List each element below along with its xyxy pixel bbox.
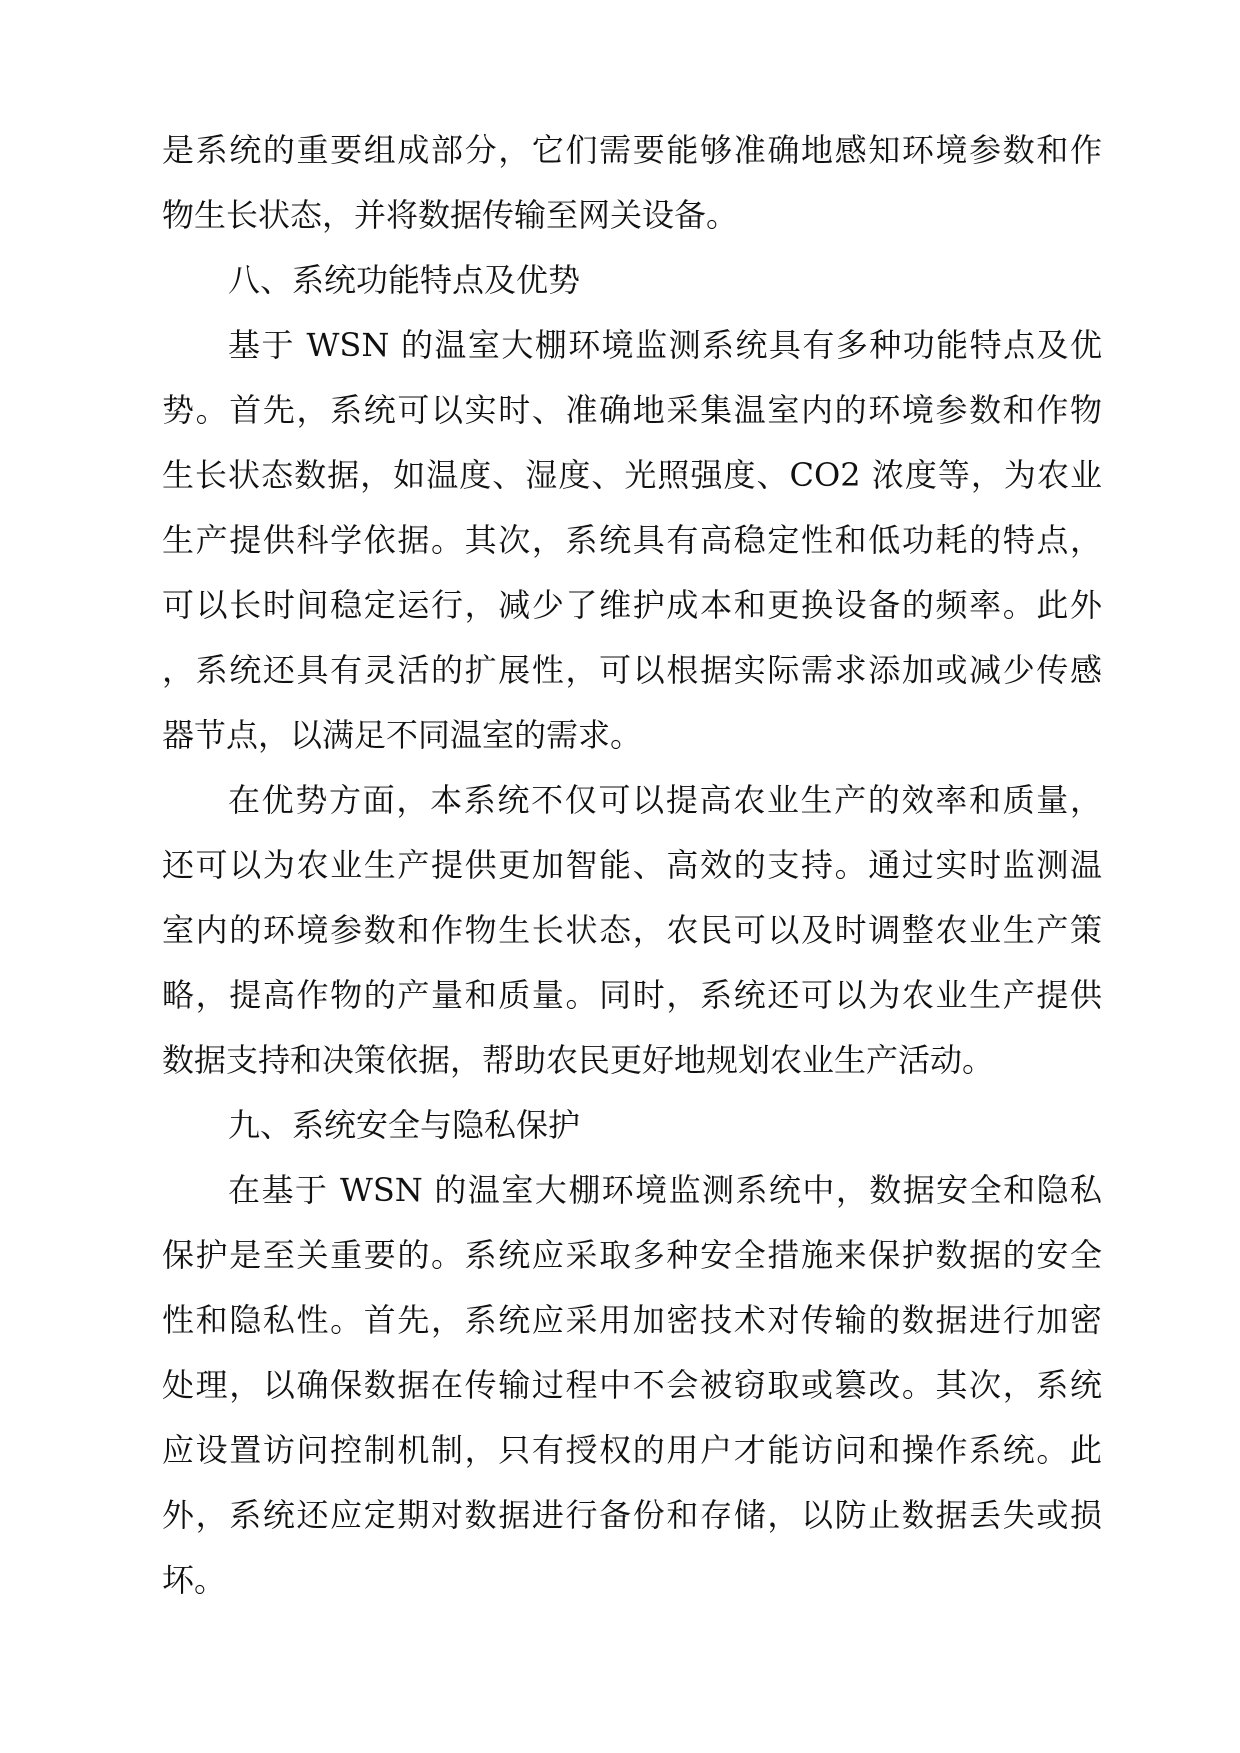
section-heading-9 <box>162 1093 1102 1158</box>
text-line: 器节点，以满足不同温室的需求。 <box>162 716 643 754</box>
text-line: 是系统的重要组成部分，它们需要能够准确地感知环境参数和作 <box>162 131 1102 169</box>
text-line: 在基于 WSN 的温室大棚环境监测系统中，数据安全和隐私 <box>228 1171 1102 1209</box>
text-line: 性和隐私性。首先，系统应采用加密技术对传输的数据进行加密 <box>162 1301 1102 1339</box>
text-line: 室内的环境参数和作物生长状态，农民可以及时调整农业生产策 <box>162 911 1102 949</box>
text-line: 应设置访问控制机制，只有授权的用户才能访问和操作系统。此 <box>162 1431 1102 1469</box>
text-line: 略，提高作物的产量和质量。同时，系统还可以为农业生产提供 <box>162 976 1102 1014</box>
paragraph-continuation <box>162 118 1102 248</box>
text-line: 外，系统还应定期对数据进行备份和存储，以防止数据丢失或损 <box>162 1496 1102 1534</box>
text-line: 保护是至关重要的。系统应采取多种安全措施来保护数据的安全 <box>162 1236 1102 1274</box>
paragraph-advantages <box>162 768 1102 1093</box>
text-line: 势。首先，系统可以实时、准确地采集温室内的环境参数和作物 <box>162 391 1102 429</box>
text-line: 生产提供科学依据。其次，系统具有高稳定性和低功耗的特点， <box>162 521 1102 559</box>
text-line: 还可以为农业生产提供更加智能、高效的支持。通过实时监测温 <box>162 846 1102 884</box>
text-line: 数据支持和决策依据，帮助农民更好地规划农业生产活动。 <box>162 1041 995 1079</box>
paragraph-features <box>162 313 1102 768</box>
text-line: 物生长状态，并将数据传输至网关设备。 <box>162 196 739 234</box>
section-heading-text: 九、系统安全与隐私保护 <box>228 1106 581 1144</box>
text-line: 生长状态数据，如温度、湿度、光照强度、CO2 浓度等，为农业 <box>162 456 1102 494</box>
paragraph-security <box>162 1158 1102 1613</box>
document-body <box>162 118 1102 1613</box>
text-line: 处理，以确保数据在传输过程中不会被窃取或篡改。其次，系统 <box>162 1366 1102 1404</box>
section-heading-8 <box>162 248 1102 313</box>
text-line: 在优势方面，本系统不仅可以提高农业生产的效率和质量， <box>228 781 1102 819</box>
text-line: 可以长时间稳定运行，减少了维护成本和更换设备的频率。此外 <box>162 586 1102 624</box>
text-line: 坏。 <box>162 1561 227 1599</box>
section-heading-text: 八、系统功能特点及优势 <box>228 261 581 299</box>
text-line: ，系统还具有灵活的扩展性，可以根据实际需求添加或减少传感 <box>162 651 1102 689</box>
text-line: 基于 WSN 的温室大棚环境监测系统具有多种功能特点及优 <box>228 326 1102 364</box>
